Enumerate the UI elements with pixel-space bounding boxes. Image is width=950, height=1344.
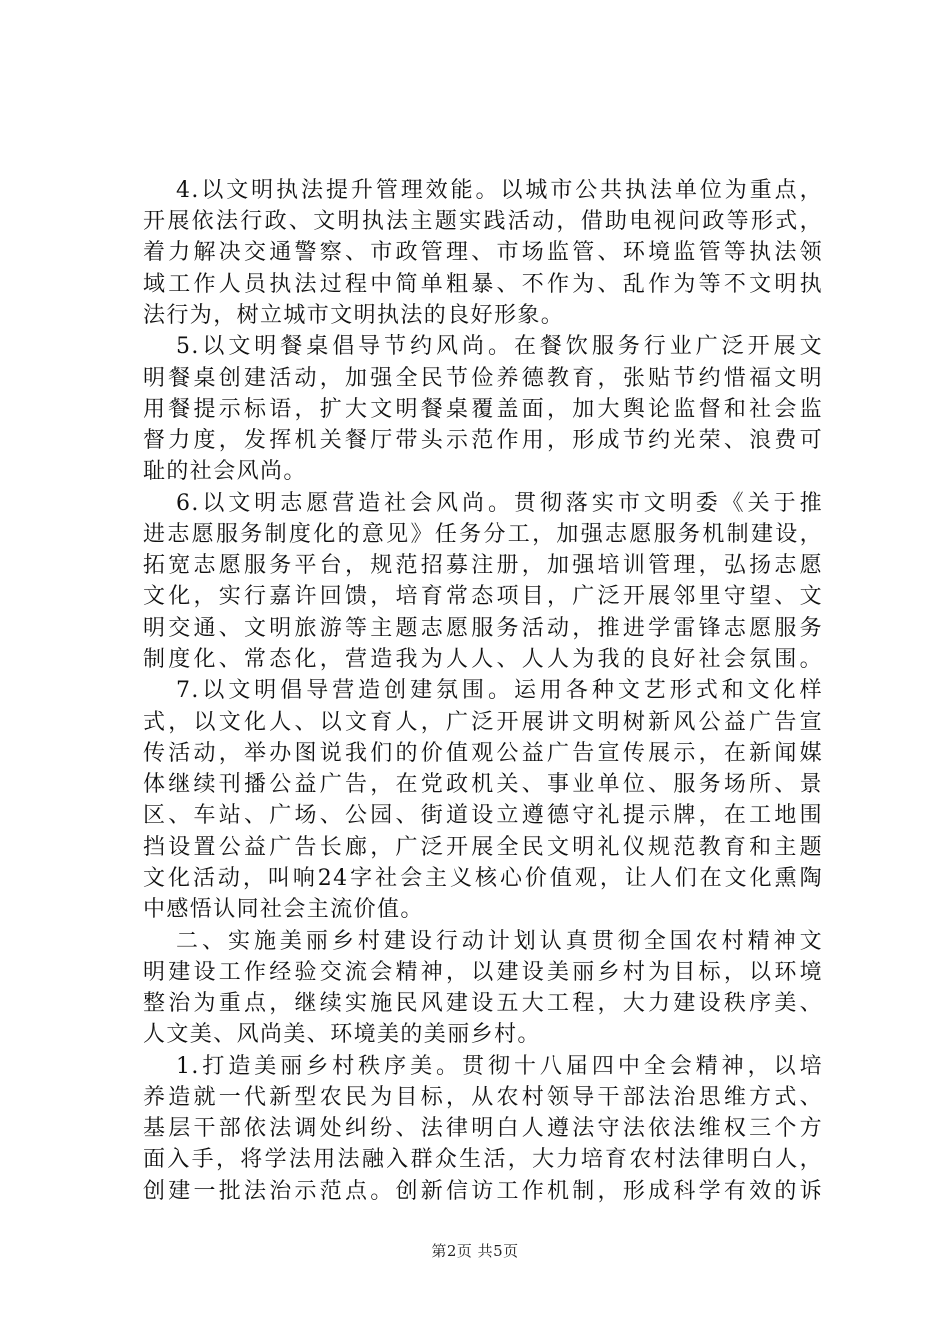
text-line: 7.以文明倡导营造创建氛围。运用各种文艺形式和文化样: [176, 678, 823, 703]
text-line: 5.以文明餐桌倡导节约风尚。在餐饮服务行业广泛开展文: [176, 334, 823, 359]
text-line: 拓宽志愿服务平台，规范招募注册，加强培训管理，弘扬志愿: [143, 553, 823, 578]
text-line: 体继续刊播公益广告，在党政机关、事业单位、服务场所、景: [143, 772, 823, 797]
text-line: 创建一批法治示范点。创新信访工作机制，形成科学有效的诉: [143, 1179, 823, 1204]
text-line: 明餐桌创建活动，加强全民节俭养德教育，张贴节约惜福文明: [143, 366, 823, 391]
text-line: 耻的社会风尚。: [143, 459, 307, 484]
text-line: 人文美、风尚美、环境美的美丽乡村。: [143, 1022, 541, 1047]
text-line: 养造就一代新型农民为目标，从农村领导干部法治思维方式、: [143, 1085, 823, 1110]
text-line: 面入手，将学法用法融入群众生活，大力培育农村法律明白人，: [143, 1147, 823, 1172]
text-line: 中感悟认同社会主流价值。: [143, 897, 424, 922]
text-line: 进志愿服务制度化的意见》任务分工，加强志愿服务机制建设，: [143, 522, 823, 547]
text-line: 整治为重点，继续实施民风建设五大工程，大力建设秩序美、: [143, 991, 823, 1016]
page-number-footer: 第2页 共5页: [431, 1242, 519, 1260]
section-heading-line: 二、实施美丽乡村建设行动计划认真贯彻全国农村精神文: [176, 929, 823, 954]
text-line: 式，以文化人、以文育人，广泛开展讲文明树新风公益广告宣: [143, 710, 823, 735]
text-line: 明交通、文明旅游等主题志愿服务活动，推进学雷锋志愿服务: [143, 616, 823, 641]
text-line: 区、车站、广场、公园、街道设立遵德守礼提示牌，在工地围: [143, 803, 823, 828]
text-line: 域工作人员执法过程中简单粗暴、不作为、乱作为等不文明执: [143, 272, 823, 297]
text-line: 法行为，树立城市文明执法的良好形象。: [143, 303, 565, 328]
text-line: 用餐提示标语，扩大文明餐桌覆盖面，加大舆论监督和社会监: [143, 397, 823, 422]
text-line: 4.以文明执法提升管理效能。以城市公共执法单位为重点，: [176, 178, 823, 203]
text-line: 文化，实行嘉许回馈，培育常态项目，广泛开展邻里守望、文: [143, 584, 823, 609]
text-line: 传活动，举办图说我们的价值观公益广告宣传展示，在新闻媒: [143, 741, 823, 766]
text-line: 制度化、常态化，营造我为人人、人人为我的良好社会氛围。: [143, 647, 823, 672]
text-line: 督力度，发挥机关餐厅带头示范作用，形成节约光荣、浪费可: [143, 428, 823, 453]
text-line: 明建设工作经验交流会精神，以建设美丽乡村为目标，以环境: [143, 960, 823, 985]
text-line: 文化活动，叫响24字社会主义核心价值观，让人们在文化熏陶: [143, 866, 823, 891]
text-line: 6.以文明志愿营造社会风尚。贯彻落实市文明委《关于推: [176, 491, 823, 516]
text-line: 挡设置公益广告长廊，广泛开展全民文明礼仪规范教育和主题: [143, 835, 823, 860]
text-line: 基层干部依法调处纠纷、法律明白人遵法守法依法维权三个方: [143, 1116, 823, 1141]
text-line: 开展依法行政、文明执法主题实践活动，借助电视问政等形式，: [143, 209, 823, 234]
text-line: 着力解决交通警察、市政管理、市场监管、环境监管等执法领: [143, 240, 823, 265]
text-line: 1.打造美丽乡村秩序美。贯彻十八届四中全会精神，以培: [176, 1054, 823, 1079]
